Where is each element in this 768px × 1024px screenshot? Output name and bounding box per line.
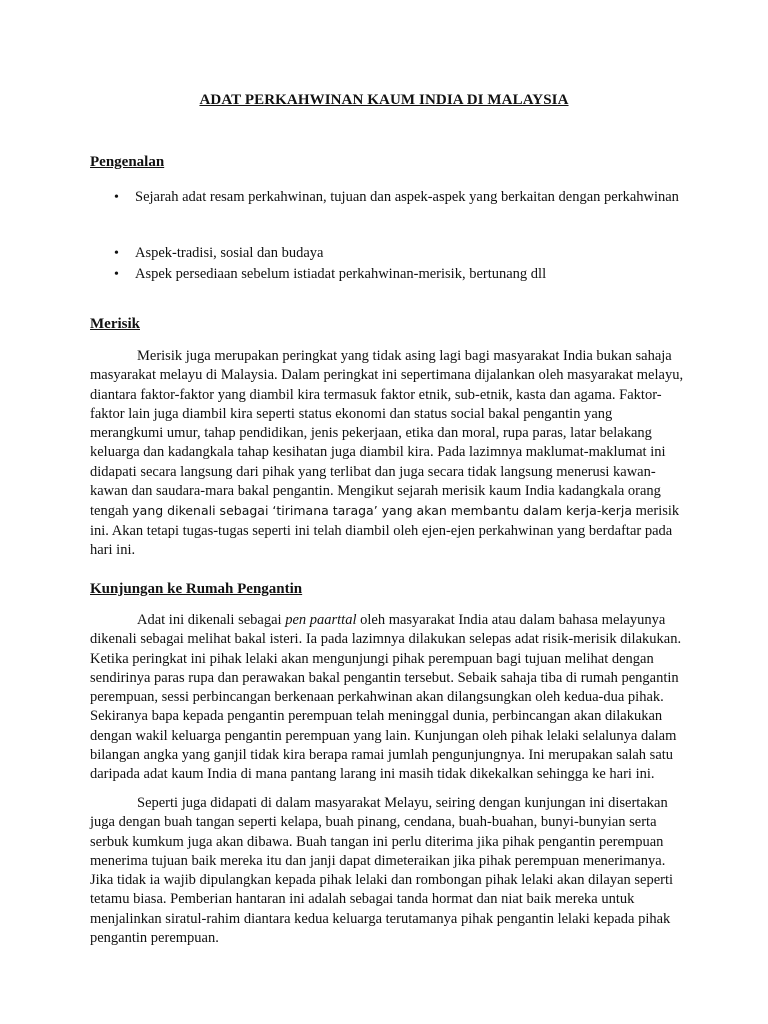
- paragraph-text: Adat ini dikenali sebagai: [137, 612, 286, 628]
- bullet-item: • Sejarah adat resam perkahwinan, tujuan dan aspek-aspek yang berkaitan dengan perkahwinan: [90, 187, 690, 208]
- heading-pengenalan: Pengenalan: [90, 154, 165, 170]
- heading-kunjungan: Kunjungan ke Rumah Pengantin: [90, 581, 303, 597]
- paragraph-merisik: [90, 347, 688, 560]
- paragraph-text: merisik ini. Akan tetapi tugas-tugas seperti ini telah diambil oleh ejen-ejen perkahwinan yang berdaftar pada hari ini.: [90, 503, 680, 558]
- bullet-item: • Aspek persediaan sebelum istiadat perkahwinan-merisik, bertunang dll: [90, 264, 690, 285]
- paragraph-kunjungan-1: [90, 611, 688, 785]
- paragraph-kunjungan-2: Seperti juga didapati di dalam masyarakat Melayu, seiring dengan kunjungan ini disertakan juga dengan buah tangan seperti kelapa, buah pinang, cendana, buah-buahan, bunyi-bunyian serta serbuk kumkum juga akan dibawa. Buah tangan ini perlu diterima jika pihak pengantin perempuan menerima tujuan baik mereka itu dan janji dapat dimeteraikan jika pihak perempuan menerimanya. Jika tidak ia wajib dipulangkan kepada pihak lelaki dan rombongan pihak lelaki akan dilayan seperti tetamu biasa. Pemberian hantaran ini adalah sebagai tanda hormat dan niat baik mereka untuk menjalinkan siratul-rahim diantara kedua keluarga terutamanya pihak pengantin lelaki kepada pihak pengantin perempuan.: [90, 795, 674, 947]
- pengenalan-bullet-list-1: [90, 187, 690, 208]
- heading-merisik: Merisik: [90, 316, 140, 332]
- bullet-item: • Aspek-tradisi, sosial dan budaya: [90, 243, 690, 264]
- paragraph-text: oleh masyarakat India atau dalam bahasa melayunya dikenali sebagai melihat bakal isteri. Ia pada lazimnya dilakukan selepas adat risik-merisik dilakukan. Ketika peringkat ini pihak lelaki akan mengunjungi pihak perempuan bagi tujuan melihat dengan sendirinya paras rupa dan perawakan bakal pengantin tersebut. Sebaik sahaja tiba di rumah pengantin perempuan, sessi perbincangan berkenaan perkahwinan akan dilangsungkan oleh kedua-dua pihak. Sekiranya bapa kepada pengantin perempuan telah meninggal dunia, perbincangan akan dilakukan dengan wakil keluarga pengantin perempuan yang lain. Kunjungan oleh pihak lelaki selalunya dalam bilangan angka yang ganjil tidak kira berapa ramai jumlah pengunjungnya. Ini merupakan salah satu daripada adat kaum India di mana pantang larang ini masih tidak dikekalkan sehingga ke hari ini.: [90, 612, 682, 783]
- paragraph-text: Merisik juga merupakan peringkat yang tidak asing lagi bagi masyarakat India bukan sahaja masyarakat melayu di Malaysia. Dalam peringkat ini sepertimana dijalankan oleh masyarakat melayu, diantara faktor-faktor yang diambil kira termasuk faktor etnik, sub-etnik, kasta dan agama. Faktor-faktor lain juga diambil kira seperti status ekonomi dan status social bakal pengantin yang merangkumi umur, tahap pendidikan, jenis pekerjaan, etika dan moral, rupa paras, latar belakang keluarga dan kadangkala tahap kesihatan juga diambil kira. Pada lazimnya maklumat-maklumat ini didapati secara langsung dari pihak yang terlibat dan juga secara tidak langsung menerusi kawan-kawan dan saudara-mara bakal pengantin. Mengikut sejarah merisik kaum India kadangkala orang tengah: [90, 348, 684, 520]
- paragraph-text-sans: yang dikenali sebagai ‘tirimana taraga’ yang akan membantu dalam kerja-kerja: [132, 503, 633, 519]
- paragraph-italic-term: pen paarttal: [285, 612, 357, 628]
- document-title: ADAT PERKAHWINAN KAUM INDIA DI MALAYSIA: [199, 92, 569, 108]
- pengenalan-bullet-list-2: [90, 243, 690, 285]
